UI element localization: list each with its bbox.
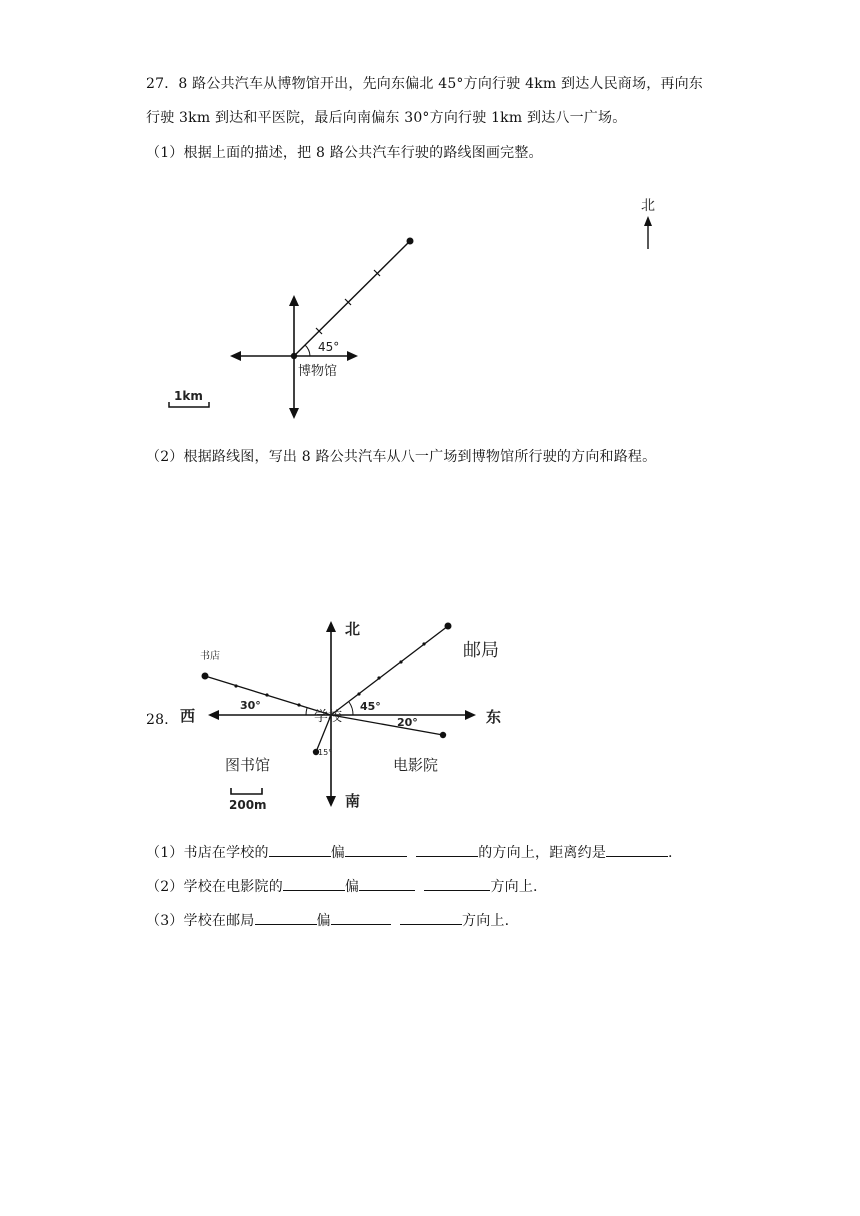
q28-tick-bookstore-1 [234, 684, 237, 687]
q28-arrow-west [208, 710, 219, 720]
q27-scale-label: 1km [174, 389, 203, 403]
q28-angle-30: 30° [240, 699, 261, 712]
q27-point-origin [291, 353, 297, 359]
q28-s3-blank-3[interactable] [400, 911, 462, 925]
q28-s1-mid: 的方向上，距离约是 [478, 845, 607, 861]
q28-tick-post-2 [377, 676, 380, 679]
q28-school-label: 学校 [314, 709, 342, 725]
q28-angle-45: 45° [360, 700, 381, 713]
q28-s3-blank-1[interactable] [255, 911, 317, 925]
q28-angle-15: 15° [318, 748, 333, 757]
q27-north-arrowhead [644, 216, 652, 226]
q28-angle-arc-45 [349, 702, 353, 715]
q28-s1-blank-3[interactable] [416, 843, 478, 857]
q28-west-label: 西 [180, 707, 196, 725]
q28-subq-3 [146, 910, 509, 930]
q28-library-label: 图书馆 [225, 756, 271, 774]
q28-s1-prefix: （1）书店在学校的 [146, 845, 269, 861]
q27-point-end [407, 238, 414, 245]
q28-cinema-label: 电影院 [393, 756, 439, 774]
q27-part-1: （1）根据上面的描述，把 8 路公共汽车行驶的路线图画完整。 [146, 145, 543, 161]
q28-s2-blank-2[interactable] [359, 877, 415, 891]
q28-angle-20: 20° [397, 716, 418, 729]
q28-arrow-north [326, 621, 336, 632]
q28-s2-end: 方向上. [490, 879, 538, 895]
q28-direction-diagram [0, 600, 860, 840]
q28-north-label: 北 [345, 620, 361, 638]
q28-s2-pian: 偏 [344, 879, 360, 895]
q27-origin-label: 博物馆 [298, 364, 338, 379]
q27-line-2: 行驶 3km 到达和平医院，最后向南偏东 30°方向行驶 1km 到达八一广场。 [146, 110, 627, 126]
q28-s1-blank-4[interactable] [606, 843, 668, 857]
q28-s2-blank-1[interactable] [283, 877, 345, 891]
q27-route-ne [294, 241, 410, 356]
q27-arrow-south [289, 408, 299, 419]
q28-south-label: 南 [345, 792, 361, 810]
q28-s3-prefix: （3）学校在邮局 [146, 913, 255, 929]
q28-s1-end: . [668, 845, 673, 861]
q28-s3-pian: 偏 [316, 913, 331, 929]
q28-s1-blank-1[interactable] [269, 843, 331, 857]
q27-line-1: 27．8 路公共汽车从博物馆开出，先向东偏北 45°方向行驶 4km 到达人民商场，再向东 [146, 76, 704, 92]
q27-angle-arc [305, 345, 310, 356]
q28-post-office-label: 邮局 [463, 640, 499, 661]
q28-scale-bar [231, 788, 262, 794]
q27-angle-label: 45° [318, 340, 340, 354]
q27-route-diagram [0, 0, 860, 440]
q28-point-bookstore [202, 673, 209, 680]
q28-point-cinema [440, 732, 446, 738]
q28-bookstore-label: 书店 [200, 651, 220, 662]
q28-angle-arc-30 [306, 708, 307, 715]
q27-north-label: 北 [641, 198, 655, 214]
q28-s3-blank-2[interactable] [331, 911, 391, 925]
q28-tick-bookstore-2 [265, 693, 268, 696]
q28-subq-2 [146, 876, 538, 896]
q28-number: 28． [146, 712, 179, 728]
q28-s1-blank-2[interactable] [345, 843, 407, 857]
q28-point-post-office [445, 623, 452, 630]
q28-s1-pian: 偏 [330, 845, 345, 861]
q27-arrow-west [230, 351, 241, 361]
q28-tick-post-4 [422, 642, 425, 645]
q28-scale-label: 200m [229, 798, 267, 812]
q28-arrow-south [326, 796, 336, 807]
q28-tick-post-1 [357, 692, 360, 695]
q28-tick-bookstore-3 [297, 703, 300, 706]
q28-line-cinema [331, 715, 443, 735]
q28-line-post-office [331, 626, 448, 715]
q28-tick-post-3 [399, 660, 402, 663]
q27-arrow-north [289, 295, 299, 306]
q27-arrow-east [347, 351, 358, 361]
q28-s2-blank-3[interactable] [424, 877, 490, 891]
q28-s3-end: 方向上. [462, 913, 510, 929]
q28-arrow-east [465, 710, 476, 720]
q28-east-label: 东 [486, 708, 502, 726]
q28-s2-prefix: （2）学校在电影院的 [146, 879, 283, 895]
q27-part-2: （2）根据路线图，写出 8 路公共汽车从八一广场到博物馆所行驶的方向和路程。 [146, 449, 657, 465]
q28-subq-1 [146, 842, 673, 862]
